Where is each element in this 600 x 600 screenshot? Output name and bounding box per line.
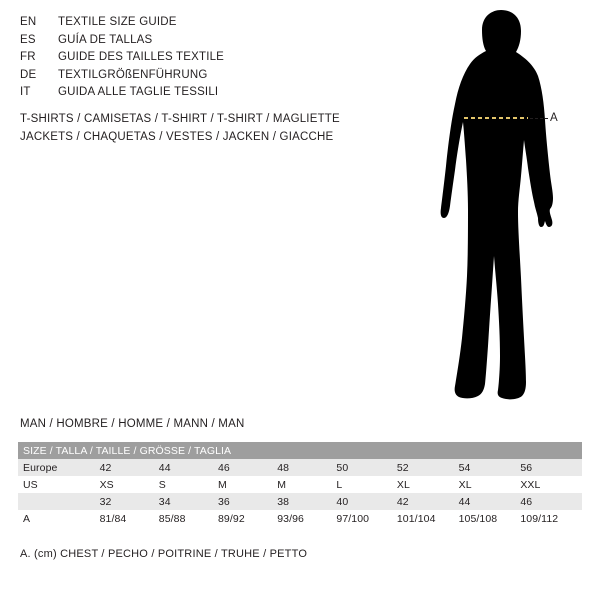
size-table bbox=[18, 442, 582, 527]
cell-value: 109/112 bbox=[520, 510, 582, 527]
table-row bbox=[18, 493, 582, 510]
cell-value: 85/88 bbox=[159, 510, 218, 527]
row-label bbox=[18, 493, 100, 510]
cell-value: 54 bbox=[459, 459, 521, 476]
cell-value: XXL bbox=[520, 476, 582, 493]
cell-value: XL bbox=[397, 476, 459, 493]
table-row bbox=[18, 459, 582, 476]
cell-value: M bbox=[218, 476, 277, 493]
language-code: IT bbox=[20, 86, 31, 98]
cell-value: 97/100 bbox=[336, 510, 396, 527]
row-label: Europe bbox=[18, 459, 100, 476]
language-text: GUIDE DES TAILLES TEXTILE bbox=[58, 51, 225, 63]
cell-value: 42 bbox=[397, 493, 459, 510]
table-row bbox=[18, 476, 582, 493]
cell-value: 38 bbox=[277, 493, 336, 510]
language-text: GUÍA DE TALLAS bbox=[58, 33, 153, 46]
cell-value: L bbox=[336, 476, 396, 493]
cell-value: 46 bbox=[218, 459, 277, 476]
language-row bbox=[20, 32, 380, 50]
cell-value: 81/84 bbox=[100, 510, 159, 527]
cell-value: XL bbox=[459, 476, 521, 493]
language-row bbox=[20, 14, 380, 32]
language-row bbox=[20, 49, 380, 67]
cell-value: 36 bbox=[218, 493, 277, 510]
cell-value: M bbox=[277, 476, 336, 493]
row-label: US bbox=[18, 476, 100, 493]
language-code: DE bbox=[20, 68, 37, 81]
language-code: ES bbox=[20, 33, 36, 46]
cell-value: 34 bbox=[159, 493, 218, 510]
category-block bbox=[20, 110, 420, 146]
cell-value: 89/92 bbox=[218, 510, 277, 527]
body-figure bbox=[400, 8, 600, 408]
language-code: FR bbox=[20, 51, 36, 63]
table-title: MAN / HOMBRE / HOMME / MANN / MAN bbox=[20, 418, 245, 430]
language-row bbox=[20, 67, 380, 85]
measure-leader-line bbox=[530, 118, 548, 119]
language-text: TEXTILE SIZE GUIDE bbox=[58, 16, 177, 28]
language-row bbox=[20, 84, 380, 102]
cell-value: 50 bbox=[336, 459, 396, 476]
cell-value: 93/96 bbox=[277, 510, 336, 527]
cell-value: 42 bbox=[100, 459, 159, 476]
cell-value: S bbox=[159, 476, 218, 493]
cell-value: 32 bbox=[100, 493, 159, 510]
footnote-chest-measure: A. (cm) CHEST / PECHO / POITRINE / TRUHE / PETTO bbox=[20, 548, 308, 560]
cell-value: 40 bbox=[336, 493, 396, 510]
measure-label-a: A bbox=[550, 112, 558, 124]
cell-value: 56 bbox=[520, 459, 582, 476]
language-header-block bbox=[20, 14, 380, 102]
cell-value: 44 bbox=[459, 493, 521, 510]
category-line-tshirts: T-SHIRTS / CAMISETAS / T-SHIRT / T-SHIRT / MAGLIETTE bbox=[20, 113, 340, 125]
language-text: TEXTILGRÖßENFÜHRUNG bbox=[58, 68, 208, 81]
table-header-row bbox=[18, 442, 582, 459]
table-row bbox=[18, 510, 582, 527]
row-label: A bbox=[18, 510, 100, 527]
cell-value: 44 bbox=[159, 459, 218, 476]
language-code: EN bbox=[20, 16, 37, 28]
male-silhouette-icon bbox=[400, 8, 600, 408]
cell-value: 101/104 bbox=[397, 510, 459, 527]
cell-value: 46 bbox=[520, 493, 582, 510]
language-text: GUIDA ALLE TAGLIE TESSILI bbox=[58, 86, 219, 98]
table-header-label: SIZE / TALLA / TAILLE / GRÖSSE / TAGLIA bbox=[18, 442, 582, 459]
cell-value: 52 bbox=[397, 459, 459, 476]
cell-value: 105/108 bbox=[459, 510, 521, 527]
category-line-jackets: JACKETS / CHAQUETAS / VESTES / JACKEN / GIACCHE bbox=[20, 131, 334, 143]
cell-value: XS bbox=[100, 476, 159, 493]
cell-value: 48 bbox=[277, 459, 336, 476]
